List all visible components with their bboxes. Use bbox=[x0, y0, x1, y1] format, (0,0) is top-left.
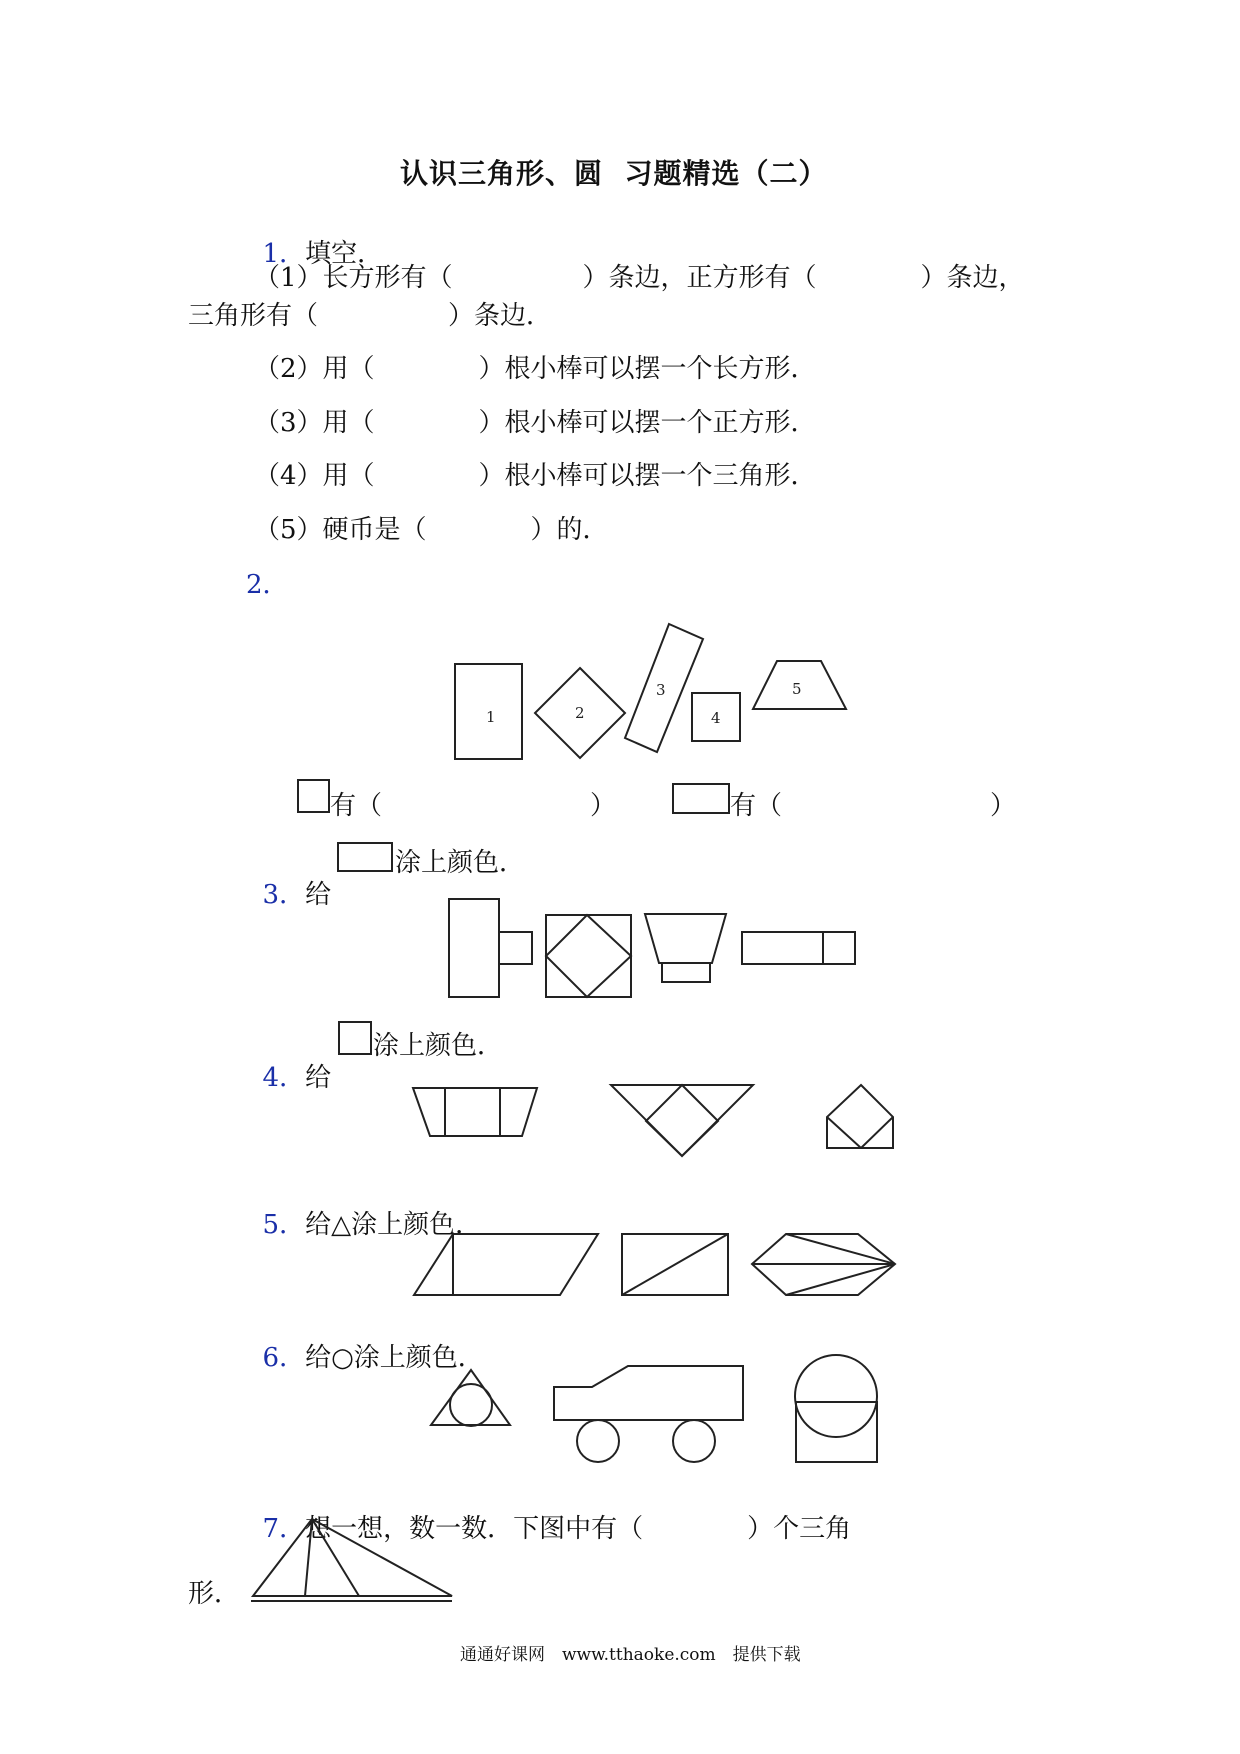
question-number: 3． bbox=[262, 880, 306, 910]
question-number: 4． bbox=[262, 1063, 306, 1093]
question-number: 6． bbox=[262, 1343, 306, 1373]
shape-4-square bbox=[692, 693, 740, 741]
page-title: 认识三角形、圆 习题精选（二） bbox=[400, 157, 828, 190]
question-text: 给○涂上颜色． bbox=[305, 1343, 484, 1373]
q1-part4: （4）用（ ）根小棒可以摆一个三角形． bbox=[254, 461, 817, 491]
question-3 bbox=[246, 847, 331, 911]
question-text: 给△涂上颜色． bbox=[305, 1210, 482, 1240]
q7-text-continued: 形． bbox=[188, 1579, 241, 1609]
shape-1-rectangle bbox=[455, 664, 522, 759]
square-icon bbox=[338, 1021, 372, 1055]
q2-answer-rectangle: 有（ ） bbox=[730, 791, 1017, 821]
shape-label-3: 3 bbox=[656, 681, 666, 699]
shape-label-4: 4 bbox=[711, 709, 721, 727]
q3-post-text: 涂上颜色． bbox=[395, 848, 526, 878]
shape-label-5: 5 bbox=[792, 680, 802, 698]
shape-label-1: 1 bbox=[486, 708, 496, 726]
question-5 bbox=[246, 1177, 481, 1241]
question-4 bbox=[246, 1030, 331, 1094]
q2-answer-square: 有（ ） bbox=[330, 791, 617, 821]
shape-5-trapezoid bbox=[753, 661, 846, 709]
question-text: 想一想，数一数．下图中有（ ）个三角 bbox=[305, 1514, 852, 1544]
shape-2-diamond bbox=[535, 668, 625, 758]
shape-label-2: 2 bbox=[575, 704, 585, 722]
rectangle-icon bbox=[337, 842, 393, 872]
q4-post-text: 涂上颜色． bbox=[373, 1031, 504, 1061]
shape-3-tilted-rectangle bbox=[625, 624, 703, 752]
question-text: 填空． bbox=[305, 239, 384, 269]
q1-part1-line2: 三角形有（ ）条边． bbox=[188, 301, 553, 331]
question-7 bbox=[246, 1481, 851, 1545]
q4-pre-text: 给 bbox=[305, 1063, 332, 1093]
q1-part3: （3）用（ ）根小棒可以摆一个正方形． bbox=[254, 408, 817, 438]
question-number: 1． bbox=[262, 239, 306, 269]
footer: 通通好课网 www.tthaoke.com 提供下载 bbox=[460, 1645, 801, 1665]
q1-part1-line1: （1）长方形有（ ）条边，正方形有（ ）条边， bbox=[254, 263, 1025, 293]
square-icon bbox=[297, 779, 330, 813]
q3-pre-text: 给 bbox=[305, 880, 332, 910]
question-1 bbox=[246, 206, 383, 270]
question-6 bbox=[246, 1310, 484, 1374]
question-number: 5． bbox=[262, 1210, 306, 1240]
rectangle-icon bbox=[672, 783, 730, 814]
q1-part2: （2）用（ ）根小棒可以摆一个长方形． bbox=[254, 354, 817, 384]
question-number: 7． bbox=[262, 1514, 306, 1544]
question-2-number: 2． bbox=[246, 570, 289, 600]
q1-part5: （5）硬币是（ ）的． bbox=[254, 515, 609, 545]
